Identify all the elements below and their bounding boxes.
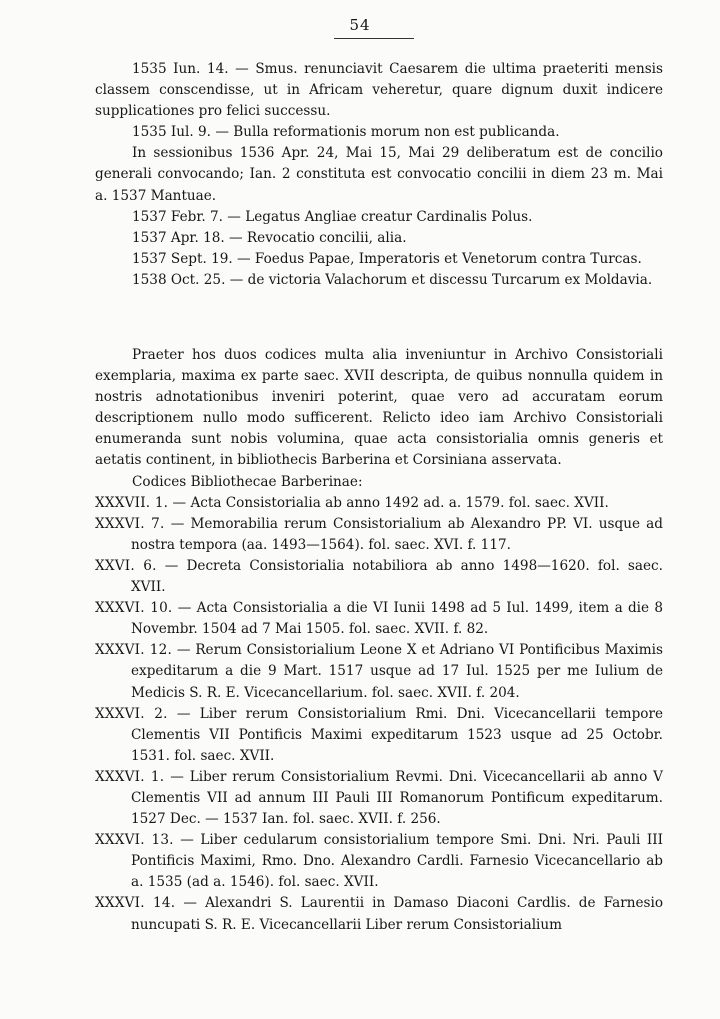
codex-description: — Alexandri S. Laurentii in Damaso Diaconi Cardlis. de Farnesio nuncupati S. R. E. Vicecancellarii Liber rerum Consistorialium xyxy=(131,895,664,933)
codex-code: XXXVI. 14. xyxy=(95,895,176,912)
page-number-rule xyxy=(334,38,414,39)
codex-entry xyxy=(95,493,663,514)
chronicle-entry: In sessionibus 1536 Apr. 24, Mai 15, Mai 29 deliberatum est de concilio generali convocando; Ian. 2 constituta est convocatio concilii in diem 23 m. Mai a. 1537 Mantuae. xyxy=(95,145,663,204)
codex-code: XXXVI. 7. xyxy=(95,515,165,532)
codex-entry xyxy=(95,640,663,703)
chronicle-section xyxy=(95,59,663,291)
codex-description: — Rerum Consistorialium Leone X et Adriano VI Pontificibus Maximis expeditarum a die 9 Mart. 1517 usque ad 17 Iul. 1525 per me Iulium de Medicis S. R. E. Vicecancellarium. fol. saec. XVII. f. 204. xyxy=(131,642,663,701)
chronicle-entry: 1537 Sept. 19. — Foedus Papae, Imperatoris et Venetorum contra Turcas. xyxy=(132,250,642,267)
chronicle-entry: 1538 Oct. 25. — de victoria Valachorum et discessu Turcarum ex Moldavia. xyxy=(132,271,653,288)
codex-description: — Liber rerum Consistorialium Revmi. Dni. Vicecancellarii ab anno V Clementis VII ad annum III Pauli III Romanorum Pontificum expeditarum. 1527 Dec. — 1537 Ian. fol. saec. XVII. f. 256. xyxy=(131,768,663,828)
codex-code: XXXVII. 1. xyxy=(95,494,169,511)
page-number: 54 xyxy=(349,16,371,34)
chronicle-entry: 1535 Iul. 9. — Bulla reformationis morum non est publicanda. xyxy=(132,124,560,141)
section-heading: Codices Bibliothecae Barberinae: xyxy=(132,473,363,490)
codex-code: XXXVI. 1. xyxy=(95,768,165,785)
codex-code: XXXVI. 12. xyxy=(95,642,173,659)
chronicle-entry: 1537 Apr. 18. — Revocatio concilii, alia. xyxy=(132,229,407,246)
codex-code: XXXVI. 10. xyxy=(95,600,173,617)
codex-entry xyxy=(95,556,663,598)
codices-section xyxy=(95,345,663,936)
chronicle-entry: 1535 Iun. 14. — Smus. renunciavit Caesarem die ultima praeteriti mensis classem conscendisse, ut in Africam veheretur, quare dignum duxit indicere supplicationes pro felici successu. xyxy=(95,61,663,120)
codex-entry xyxy=(95,767,663,830)
codex-entry xyxy=(95,830,663,893)
codex-description: — Liber cedularum consistorialium tempore Smi. Dni. Nri. Pauli III Pontificis Maximi, Rmo. Dno. Alexandro Cardli. Farnesio Vicecancellario ab a. 1535 (ad a. 1546). fol. saec. XVII. xyxy=(131,832,663,891)
codex-entry xyxy=(95,598,663,640)
codex-code: XXXVI. 13. xyxy=(95,832,174,849)
intro-paragraph: Praeter hos duos codices multa alia inveniuntur in Archivo Consistoriali exemplaria, maxima ex parte saec. XVII descripta, de quibus nonnulla quidem in nostris adnotationibus inveniri poterint, quae vero ad accuratam eorum descriptionem nullo modo sufficerent. Relicto ideo iam Archivo Consistoriali enumeranda sunt nobis volumina, quae acta consistorialia omnis generis et aetatis continent, in bibliothecis Barberina et Corsiniana asservata. xyxy=(95,347,663,469)
codex-code: XXXVI. 2. xyxy=(95,705,168,722)
codex-description: — Liber rerum Consistorialium Rmi. Dni. Vicecancellarii tempore Clementis VII Pontificis Maximi expeditarum 1523 usque ad 25 Octobr. 1531. fol. saec. XVII. xyxy=(131,705,663,764)
codex-entry xyxy=(95,514,663,556)
codex-description: — Memorabilia rerum Consistorialium ab Alexandro PP. VI. usque ad nostra tempora (aa. 1493—1564). fol. saec. XVI. f. 117. xyxy=(131,515,663,553)
codex-entry xyxy=(95,704,663,767)
codex-code: XXVI. 6. xyxy=(95,557,157,574)
chronicle-entry: 1537 Febr. 7. — Legatus Angliae creatur Cardinalis Polus. xyxy=(132,208,533,225)
codex-description: — Decreta Consistorialia notabiliora ab anno 1498—1620. fol. saec. XVII. xyxy=(131,557,663,596)
codex-description: — Acta Consistorialia a die VI Iunii 1498 ad 5 Iul. 1499, item a die 8 Novembr. 1504 ad 7 Mai 1505. fol. saec. XVII. f. 82. xyxy=(131,600,663,638)
codex-description: — Acta Consistorialia ab anno 1492 ad. a. 1579. fol. saec. XVII. xyxy=(172,494,609,511)
codex-entry xyxy=(95,893,663,935)
